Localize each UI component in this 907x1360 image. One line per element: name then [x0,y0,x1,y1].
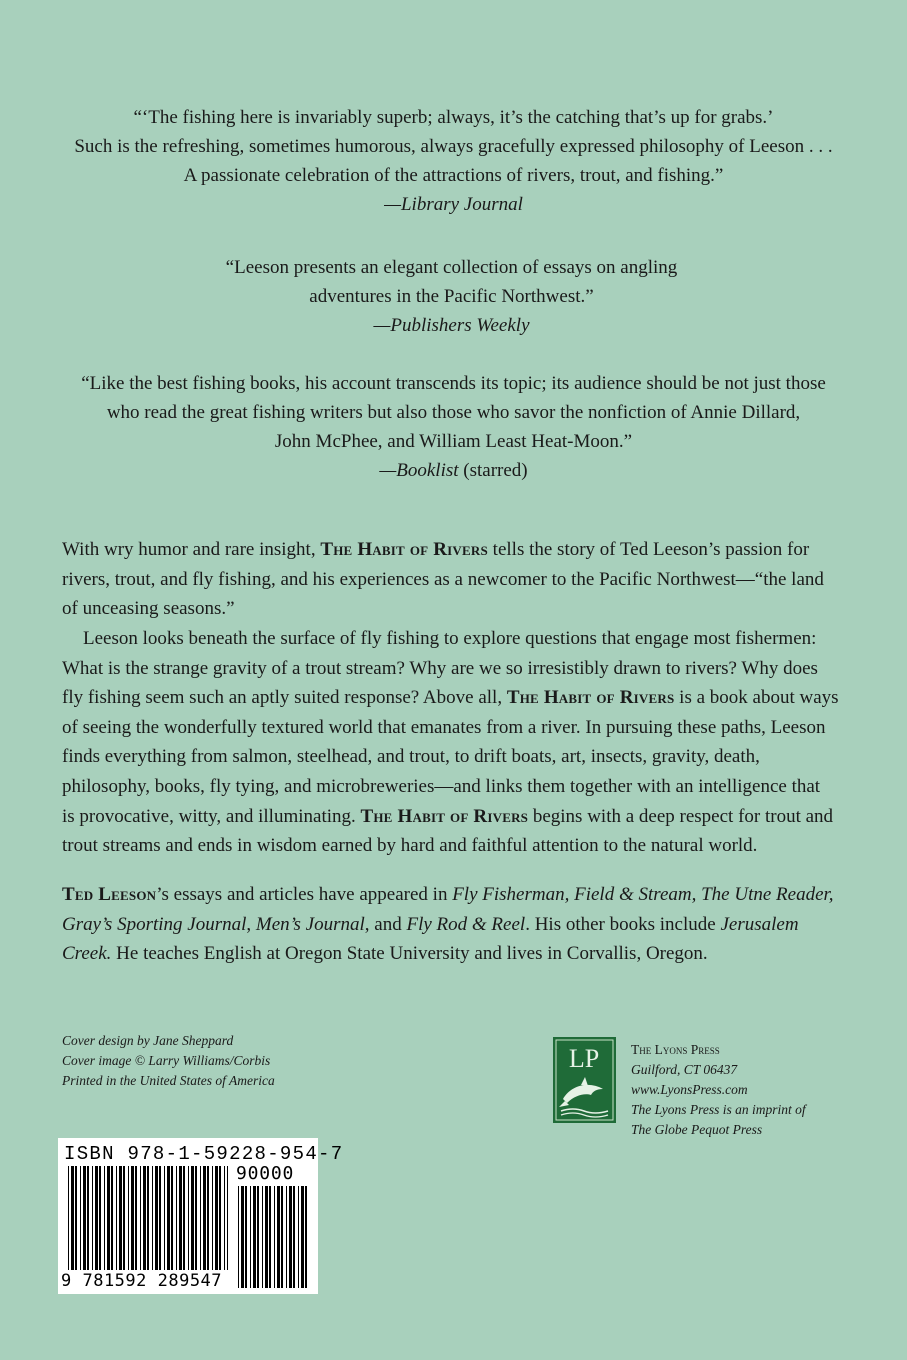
text: , [246,913,252,935]
text: ’s essays and articles have appeared in [156,884,448,905]
barcode-bar [286,1186,287,1288]
text: of unceasing seasons.” [62,598,235,620]
barcode-bar [227,1166,228,1270]
barcode-bar [253,1186,256,1288]
text: trout streams and ends in wisdom earned by hard and faithful attention to the natural world. [62,835,758,857]
credit-line: Cover image © Larry Williams/Corbis [62,1053,271,1068]
barcode-bar [68,1166,69,1270]
review-line: “Leeson presents an elegant collection of essays on angling [225,257,678,278]
text: philosophy, books, fly tying, and microbreweries—and links them together with an intelligence that [62,775,821,797]
barcode-bar [203,1166,206,1270]
publisher-city: Guilford, CT 06437 [631,1062,738,1077]
description-paragraph-1 [62,535,842,624]
barcode-bar [195,1166,197,1270]
barcode-bar [167,1166,170,1270]
barcode-bar [111,1166,113,1270]
barcode-bar [191,1166,194,1270]
barcode-bar [179,1166,182,1270]
barcode-bar [99,1166,101,1270]
publisher-info [631,1040,806,1140]
barcode-digits: 9 781592 289547 [61,1271,223,1291]
barcode-bar [293,1186,295,1288]
barcode-bar [147,1166,149,1270]
barcode-bar [183,1166,185,1270]
review-source: —Publishers Weekly [373,315,530,336]
barcode-bar [245,1186,247,1288]
review-line: A passionate celebration of the attractions of rivers, trout, and fishing.” [183,165,724,186]
barcode-bar [75,1166,77,1270]
review-line: “‘The fishing here is invariably superb; always, it’s the catching that’s up for grabs.’ [133,107,774,128]
book-title: The Habit of Rivers [360,805,529,827]
barcode-bar [219,1166,221,1270]
publisher-name: The Lyons Press [631,1042,720,1057]
text: What is the strange gravity of a trout stream? Why are we so irresistibly drawn to rivers? Why does [62,657,818,679]
cover-credits [62,1031,275,1091]
barcode-bar [171,1166,173,1270]
credit-line: Printed in the United States of America [62,1073,275,1088]
text: is provocative, witty, and illuminating. [62,805,356,827]
barcode-bar [152,1166,153,1270]
review-source: —Booklist [379,460,459,481]
description-paragraph-2 [62,624,842,861]
addon-digits: 90000 [236,1163,295,1184]
barcode-bar [164,1166,165,1270]
review-source: —Library Journal [384,194,523,215]
barcode-bar [269,1186,271,1288]
publisher-parent: The Globe Pequot Press [631,1122,763,1137]
barcode-bar [92,1166,93,1270]
barcode-bar [241,1186,244,1288]
credit-line: Cover design by Jane Sheppard [62,1033,234,1048]
magazine-title: Gray’s Sporting Journal [62,913,247,935]
author-name: Ted Leeson [62,884,157,905]
isbn-barcode [58,1138,344,1294]
barcode-bar [87,1166,89,1270]
magazine-title: Fly Rod & Reel [406,913,526,935]
review-source-note: (starred) [463,460,528,481]
barcode-bar [140,1166,141,1270]
publisher-logo [553,1037,616,1123]
barcode-bar [265,1186,268,1288]
barcode-bar [250,1186,251,1288]
barcode-bar [188,1166,189,1270]
text: With wry humor and rare insight, [62,539,316,560]
barcode-bar [135,1166,137,1270]
barcode-bar [80,1166,81,1270]
text: , and [364,913,402,935]
text: finds everything from salmon, steelhead, and trout, to drift boats, art, insects, gravity, death, [62,746,760,768]
publisher-website: www.LyonsPress.com [631,1082,748,1097]
barcode-bar [143,1166,146,1270]
barcode-bar [301,1186,304,1288]
text: of seeing the wonderfully textured world that emanates from a river. In pursuing these paths, Leeson [62,716,826,738]
barcode-bar [212,1166,213,1270]
barcode-bar [176,1166,177,1270]
review-line: John McPhee, and William Least Heat-Moon.” [274,431,633,452]
publisher-imprint: The Lyons Press is an imprint of [631,1102,806,1117]
magazine-title: Men’s Journal [255,913,365,935]
text: rivers, trout, and fly fishing, and his experiences as a newcomer to the Pacific Northwest—“the land [62,568,824,590]
review-line: who read the great fishing writers but also those who savor the nonfiction of Annie Dillard, [106,402,801,423]
barcode-bar [262,1186,263,1288]
barcode-bar [116,1166,117,1270]
dolphin-logo-icon [553,1037,616,1123]
text: tells the story of Ted Leeson’s passion for [492,539,810,560]
barcode-bar [224,1166,225,1270]
barcode-bar [281,1186,283,1288]
barcode-bar [119,1166,122,1270]
text: fly fishing seem such an aptly suited response? Above all, [62,687,503,709]
barcode-bar [83,1166,86,1270]
review-booklist [0,369,907,485]
barcode-bar [298,1186,299,1288]
barcode-bar [238,1186,239,1288]
barcode-bar [289,1186,292,1288]
barcode-bar [95,1166,98,1270]
barcode-bar [305,1186,307,1288]
barcode-bar [155,1166,158,1270]
isbn-number: ISBN 978-1-59228-954-7 [64,1143,344,1165]
text: is a book about ways [679,687,839,709]
text: He teaches English at Oregon State University and lives in Corvallis, Oregon. [116,943,708,965]
barcode-bar [215,1166,218,1270]
review-source-line [0,456,907,485]
barcode-bar [277,1186,280,1288]
barcode-bar [207,1166,209,1270]
barcode-bar [200,1166,201,1270]
barcode-bar [71,1166,74,1270]
barcode-bar [274,1186,275,1288]
review-publishers-weekly [0,253,905,340]
book-title: Creek. [62,943,112,965]
review-line: Such is the refreshing, sometimes humorous, always gracefully expressed philosophy of Leeson . . . [74,136,833,157]
barcode-bar [104,1166,105,1270]
barcode-bar [257,1186,259,1288]
text: . His other books include [525,913,716,935]
book-title: The Habit of Rivers [506,687,675,709]
barcode-bar [131,1166,134,1270]
barcode-bar [123,1166,125,1270]
logo-text: LP [568,1044,600,1073]
review-library-journal [0,103,907,219]
text: begins with a deep respect for trout and [532,805,834,827]
book-title: Jerusalem [720,913,799,935]
book-title: The Habit of Rivers [320,539,488,560]
magazine-title: Fly Fisherman, Field & Stream, The Utne Reader, [452,884,834,905]
text: Leeson looks beneath the surface of fly fishing to explore questions that engage most fishermen: [83,628,817,649]
review-line: adventures in the Pacific Northwest.” [309,286,594,307]
barcode-bar [107,1166,110,1270]
review-line: “Like the best fishing books, his account transcends its topic; its audience should be not just those [81,373,826,394]
author-bio [62,880,842,969]
barcode-bar [128,1166,129,1270]
barcode-bar [159,1166,161,1270]
